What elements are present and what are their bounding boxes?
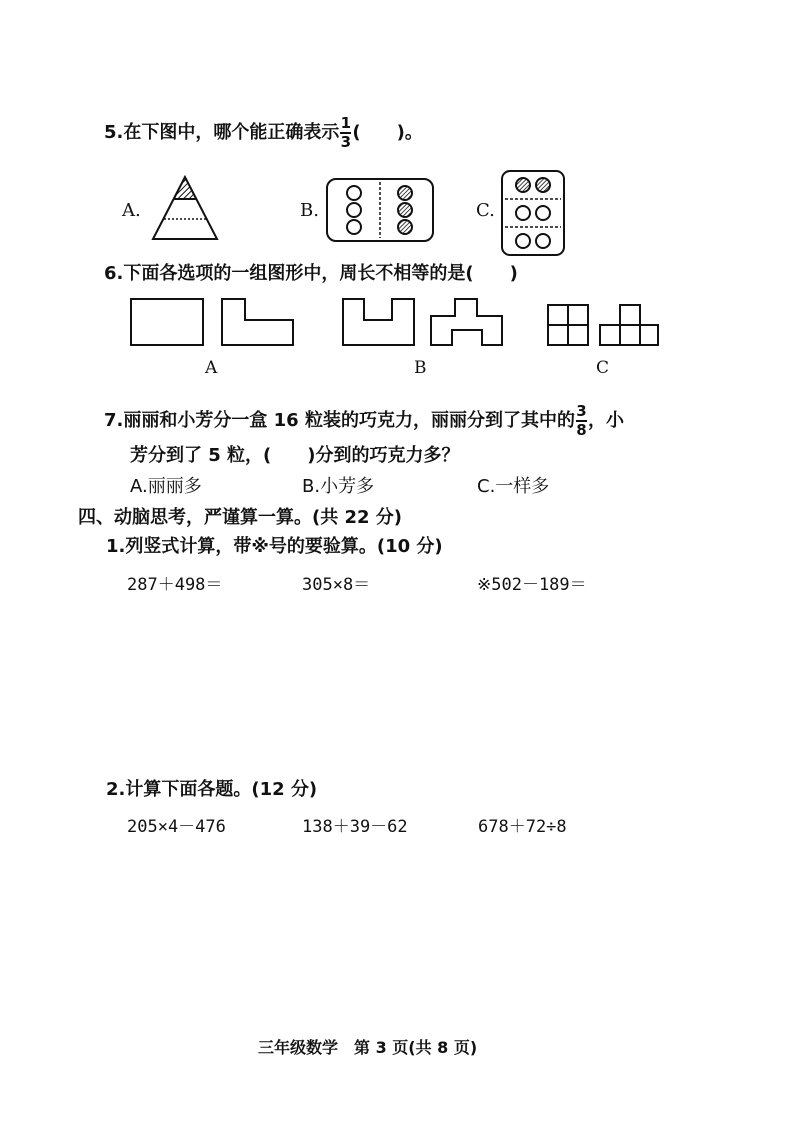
q6-text: 6.下面各选项的一组图形中，周长不相等的是( ) <box>104 263 518 284</box>
q5-text <box>104 116 423 150</box>
q7-option-c: C.一样多 <box>477 476 550 497</box>
q6-option-a-figures <box>130 298 300 348</box>
section4-q1-item-3: ※502－189＝ <box>477 575 587 595</box>
section4-q1-item-2: 305×8＝ <box>302 575 371 595</box>
q5-frac-num: 1 <box>340 114 352 132</box>
q5-triangle-figure <box>150 175 220 243</box>
q7-frac-den: 8 <box>576 421 587 439</box>
q5-option-a-label: A. <box>122 200 141 221</box>
q6-option-b-figures <box>342 298 507 348</box>
q5-option-b-label: B. <box>300 200 319 221</box>
q7-fraction <box>576 404 587 438</box>
q5-domino-figure <box>326 178 434 242</box>
q7-line1-prefix: 7.丽丽和小芳分一盒 16 粒装的巧克力，丽丽分到了其中的 <box>104 410 575 431</box>
q6-option-c-figures <box>547 304 662 348</box>
q5-frac-den: 3 <box>340 133 352 151</box>
q6-label-c: C <box>596 358 610 378</box>
section4-q2-text: 2.计算下面各题。(12 分) <box>106 779 318 800</box>
q7-option-a: A.丽丽多 <box>130 476 202 497</box>
q5-fraction <box>340 116 351 150</box>
q6-label-b: B <box>414 358 427 378</box>
q7-line2: 芳分到了 5 粒，( )分到的巧克力多？ <box>130 445 460 466</box>
q5-prefix: 5.在下图中，哪个能正确表示 <box>104 122 340 143</box>
section4-q2-item-2: 138＋39－62 <box>302 817 408 837</box>
q7-line1-suffix: ，小 <box>587 410 624 431</box>
section4-q1-text: 1.列竖式计算，带※号的要验算。(10 分) <box>106 536 443 557</box>
q7-line1 <box>104 404 624 438</box>
q5-option-c-label: C. <box>476 200 495 221</box>
q5-card-figure <box>501 170 565 256</box>
section4-q2-item-1: 205×4－476 <box>127 817 226 837</box>
q6-label-a: A <box>205 358 218 378</box>
page-footer: 三年级数学 第 3 页(共 8 页) <box>258 1038 478 1057</box>
section4-q1-item-1: 287＋498＝ <box>127 575 223 595</box>
q7-option-b: B.小芳多 <box>302 476 375 497</box>
section4-q2-item-3: 678＋72÷8 <box>478 817 567 837</box>
q7-frac-num: 3 <box>576 402 587 420</box>
q5-suffix: ( )。 <box>352 122 423 143</box>
section4-title: 四、动脑思考，严谨算一算。(共 22 分) <box>78 507 403 528</box>
